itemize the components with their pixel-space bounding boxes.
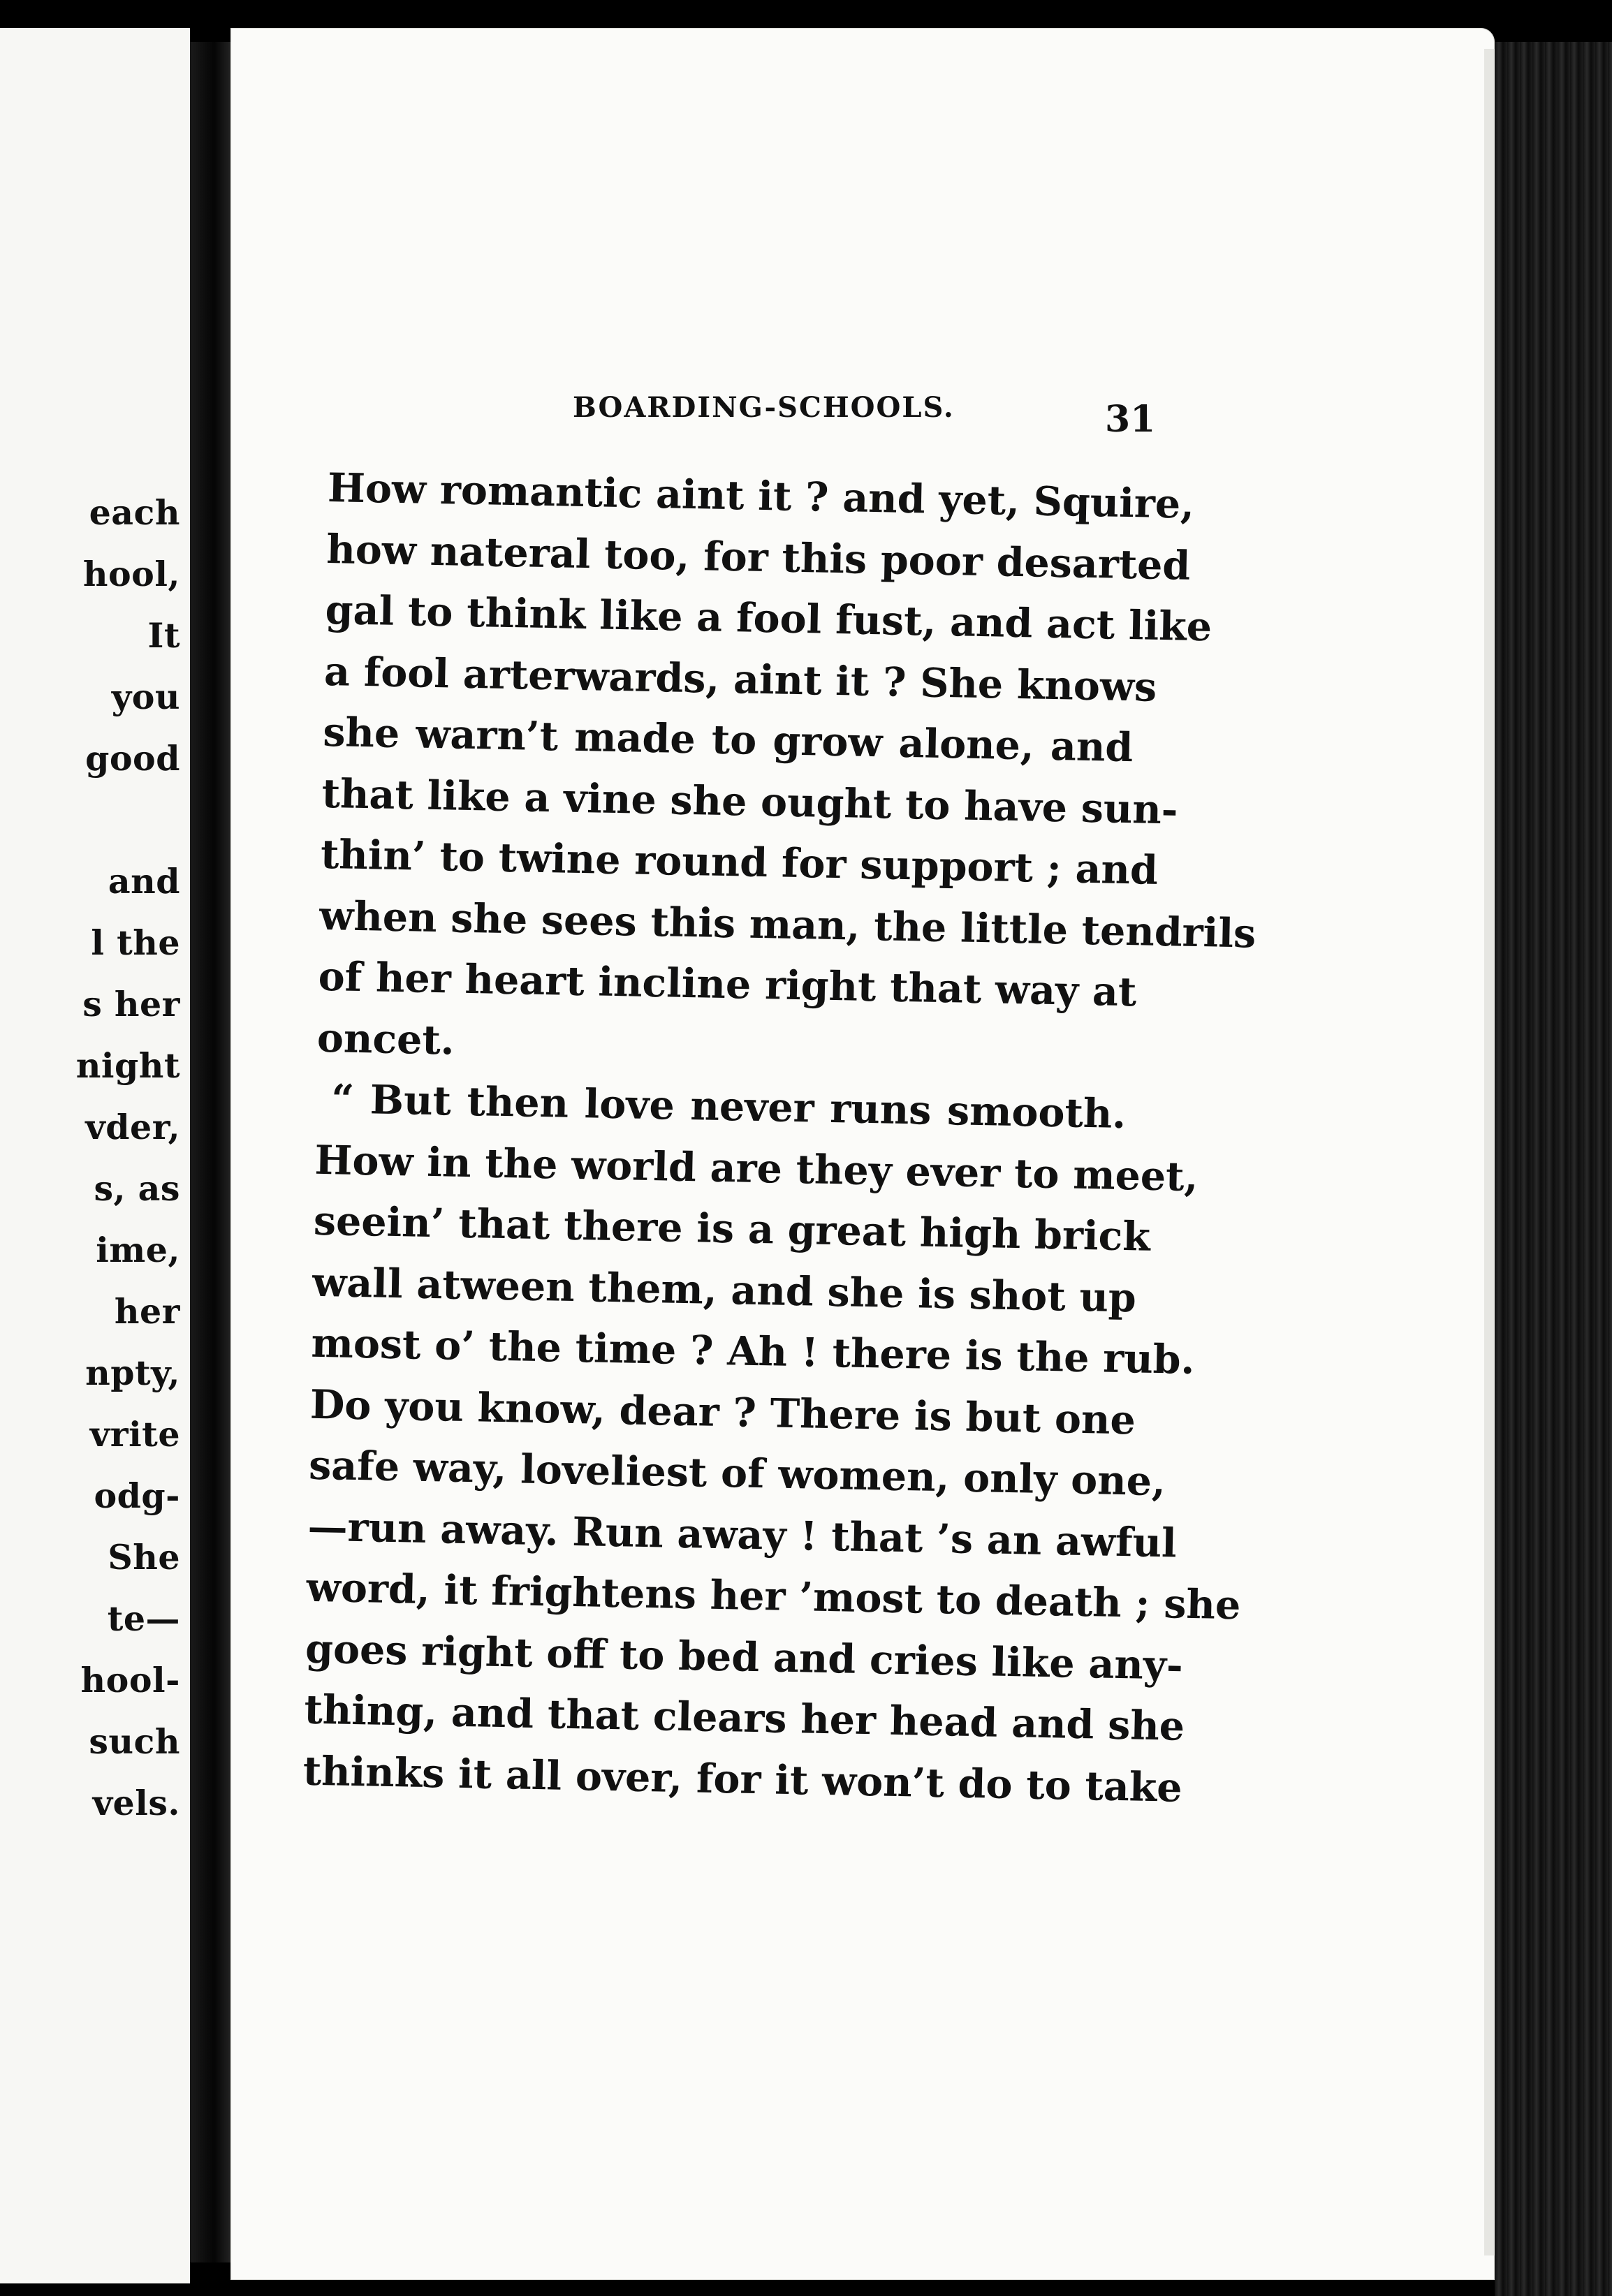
running-head: BOARDING-SCHOOLS. xyxy=(573,391,955,424)
left-line: s her xyxy=(82,984,180,1024)
left-line: hool, xyxy=(82,554,180,594)
left-line: each xyxy=(89,492,180,533)
text-line: seein’ that there is a great high brick xyxy=(313,1197,1151,1260)
left-line: l the xyxy=(91,922,180,963)
text-line: that like a vine she ought to have sun- xyxy=(321,770,1179,833)
left-line: te— xyxy=(107,1598,180,1639)
text-line: word, it frightens her ’most to death ; she xyxy=(306,1563,1241,1629)
text-line: gal to think like a fool fust, and act like xyxy=(325,586,1212,651)
left-line: vder, xyxy=(85,1107,180,1147)
text-line: Do you know, dear ? There is but one xyxy=(309,1381,1136,1443)
book-gutter xyxy=(190,42,230,2262)
left-line: her xyxy=(114,1291,180,1332)
left-line: you xyxy=(111,677,180,717)
left-line: and xyxy=(108,861,180,902)
left-facing-page xyxy=(0,28,190,2283)
text-line: safe way, loveliest of women, only one, xyxy=(308,1441,1166,1506)
text-line: when she sees this man, the little tendrils xyxy=(318,892,1256,957)
text-line: “ But then love never runs smooth. xyxy=(330,1075,1127,1138)
left-line: It xyxy=(147,615,180,656)
book-page-edges xyxy=(1495,42,1612,2296)
text-line: How romantic aint it ? and yet, Squire, xyxy=(327,464,1195,528)
left-line: vels. xyxy=(92,1783,180,1823)
left-line: vrite xyxy=(89,1414,180,1455)
text-line: how nateral too, for this poor desarted xyxy=(325,525,1191,589)
page-number: 31 xyxy=(1105,398,1156,441)
text-line: a fool arterwards, aint it ? She knows xyxy=(323,647,1157,711)
page-body-text xyxy=(302,457,1256,1817)
text-line: —run away. Run away ! that ’s an awful xyxy=(307,1503,1178,1567)
left-page-text xyxy=(0,482,180,1834)
text-line: How in the world are they ever to meet, xyxy=(314,1136,1199,1200)
text-line: oncet. xyxy=(316,1014,455,1064)
text-line: of her heart incline right that way at xyxy=(318,952,1137,1016)
left-line: such xyxy=(89,1721,180,1762)
left-line: good xyxy=(85,738,180,779)
text-line: she warn’t made to grow alone, and xyxy=(322,708,1134,772)
left-line: She xyxy=(108,1537,180,1577)
text-line: thin’ to twine round for support ; and xyxy=(320,830,1159,894)
text-line: wall atween them, and she is shot up xyxy=(312,1258,1137,1321)
left-line: ime, xyxy=(96,1230,180,1270)
left-line: night xyxy=(75,1045,180,1086)
left-line-blank xyxy=(0,789,180,851)
text-line: most o’ the time ? Ah ! there is the rub. xyxy=(311,1319,1196,1384)
text-line: thinks it all over, for it won’t do to take xyxy=(302,1747,1183,1811)
left-line: npty, xyxy=(85,1353,180,1393)
left-line: hool- xyxy=(80,1660,180,1700)
left-line: odg- xyxy=(94,1476,180,1516)
text-line: goes right off to bed and cries like any- xyxy=(305,1625,1184,1689)
left-line: s, as xyxy=(94,1168,180,1209)
text-line: thing, and that clears her head and she xyxy=(303,1686,1185,1750)
